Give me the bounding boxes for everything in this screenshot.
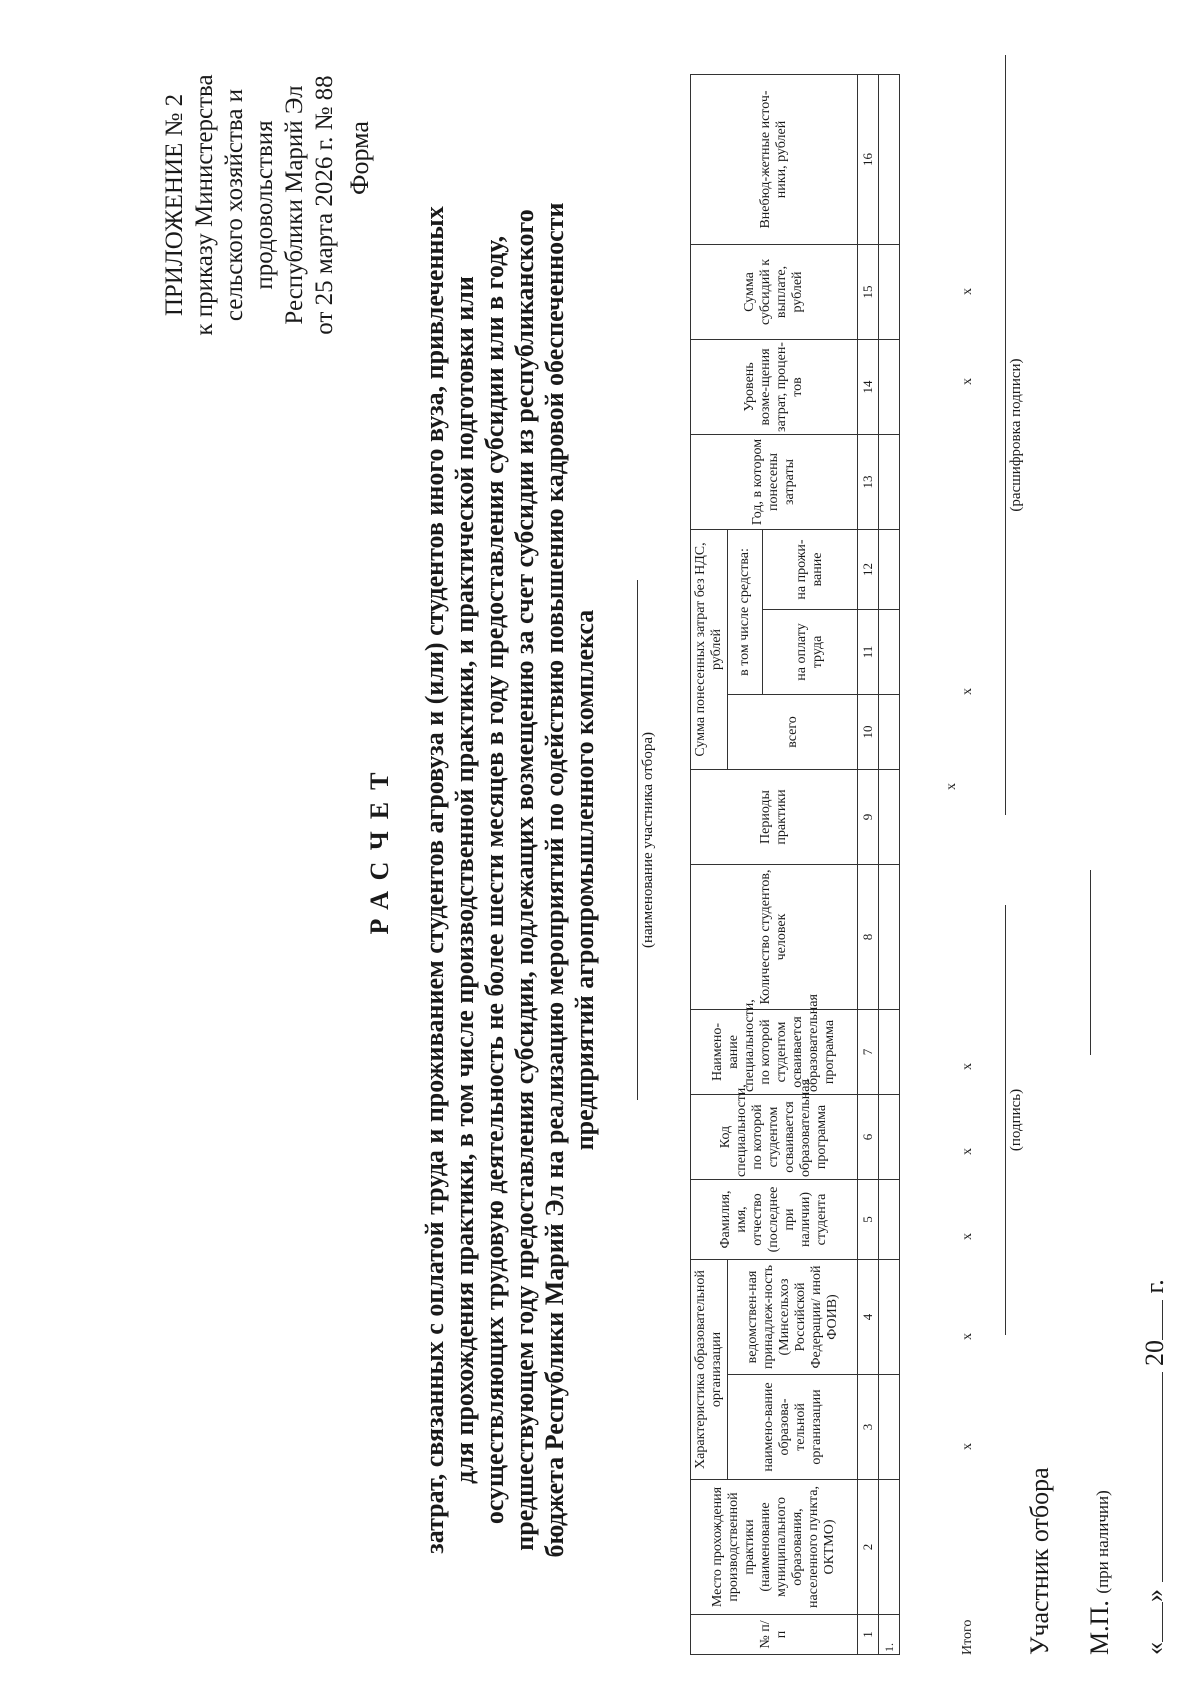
stamp-note: (при наличии) <box>1093 1490 1112 1594</box>
th-student-fio: Фамилия, имя, отчество (последнее при наличии) студента <box>691 1180 858 1260</box>
participant-label: Участник отбора <box>1025 1467 1054 1655</box>
total-x-col5: x <box>960 1233 975 1240</box>
col-number: 2 <box>858 1480 879 1615</box>
total-x-col4: x <box>960 1333 975 1340</box>
th-practice-periods: Периоды практики <box>691 770 858 865</box>
document-title: РАСЧЕТ <box>365 760 394 935</box>
row-number: 1. <box>879 1615 900 1655</box>
col-number: 12 <box>858 529 879 609</box>
date-day-field[interactable] <box>1140 1602 1163 1642</box>
total-x-col9: x <box>960 688 975 695</box>
th-costs-total: всего <box>728 695 858 770</box>
th-specialty-code: Код специальности, по которой студентом осваивается образовательная программа <box>691 1095 858 1180</box>
table-cell[interactable] <box>879 1010 900 1095</box>
total-x-col13: x <box>960 378 975 385</box>
th-cost-year: Год, в котором понесены затраты <box>691 434 858 529</box>
table-cell[interactable] <box>879 770 900 865</box>
table-cell[interactable] <box>879 339 900 434</box>
col-number: 16 <box>858 74 879 244</box>
th-practice-place: Место прохождения производственной практики (наименование муниципального образования, населенного пункта, ОКТМО) <box>691 1480 858 1615</box>
col-number: 8 <box>858 865 879 1010</box>
col-number: 1 <box>858 1615 879 1655</box>
th-costs-housing: на прожи-вание <box>763 529 858 609</box>
th-org-department: ведомствен-ная принадлеж-ность (Минсельхоз Российской Федерации/ иной ФОИВ) <box>728 1260 858 1375</box>
th-specialty-name: Наимено-вание специальности, по которой студентом осваивается образовательная программа <box>691 1010 858 1095</box>
table-cell[interactable] <box>879 1095 900 1180</box>
col-number: 10 <box>858 695 879 770</box>
participant-name-caption: (наименование участника отбора) <box>640 732 656 948</box>
table-cell[interactable] <box>879 244 900 339</box>
col-number: 5 <box>858 1180 879 1260</box>
table-row <box>879 74 900 1654</box>
date-year-prefix: 20 <box>1140 1340 1169 1366</box>
table-cell[interactable] <box>879 74 900 244</box>
col-number: 4 <box>858 1260 879 1375</box>
short-signature-line[interactable] <box>1090 870 1091 1055</box>
th-reimbursement-level: Уровень возме-щения затрат, процен-тов <box>691 339 858 434</box>
col-number: 14 <box>858 339 879 434</box>
appendix-ministry: сельского хозяйства и продовольствия <box>221 88 278 322</box>
table-cell[interactable] <box>879 529 900 609</box>
total-x-col6: x <box>960 1148 975 1155</box>
total-x-col14: x <box>960 288 975 295</box>
col-number: 11 <box>858 610 879 695</box>
th-org-characteristics: Характеристика образовательной организации <box>691 1260 728 1480</box>
signature-caption: (подпись) <box>1008 1088 1024 1152</box>
table-cell[interactable] <box>879 865 900 1010</box>
date-year-suffix: г. <box>1140 1279 1169 1294</box>
table-cell[interactable] <box>879 1260 900 1375</box>
th-subsidy-sum: Сумма субсидий к выплате, рублей <box>691 244 858 339</box>
total-x-col3: x <box>960 1443 975 1450</box>
table-cell[interactable] <box>879 1480 900 1615</box>
th-costs-labor: на оплату труда <box>763 610 858 695</box>
date-line <box>1140 1279 1170 1655</box>
col-number: 13 <box>858 434 879 529</box>
col-number: 9 <box>858 770 879 865</box>
date-quote-open: « <box>1140 1642 1169 1655</box>
decoding-caption: (расшифровка подписи) <box>1008 358 1024 512</box>
appendix-order-ref: к приказу Министерства <box>191 74 218 336</box>
total-label: Итого <box>960 1619 975 1655</box>
th-costs-sum: Сумма понесенных затрат без НДС, рублей <box>691 529 728 769</box>
decoding-line[interactable] <box>1005 55 1006 815</box>
date-month-field[interactable] <box>1140 1373 1163 1583</box>
table-cell[interactable] <box>879 434 900 529</box>
col-number: 7 <box>858 1010 879 1095</box>
total-x-col7: x <box>960 1063 975 1070</box>
appendix-header <box>160 45 340 365</box>
stamp-place <box>1085 1490 1115 1655</box>
participant-name-line[interactable] <box>637 580 638 1100</box>
th-student-count: Количество студентов, человек <box>691 865 858 1010</box>
table-cell[interactable] <box>879 1180 900 1260</box>
date-quote-close: » <box>1140 1589 1169 1602</box>
form-label: Форма <box>345 121 374 195</box>
table-cell[interactable] <box>879 610 900 695</box>
th-extrabudgetary: Внебюд-жетные источ-ники, рублей <box>691 74 858 244</box>
col-number: 15 <box>858 244 879 339</box>
th-number: № п/п <box>691 1615 858 1655</box>
column-numbers-row <box>858 74 879 1654</box>
th-costs-including: в том числе средства: <box>728 529 763 694</box>
appendix-republic: Республики Марий Эл <box>281 85 308 325</box>
calculation-table <box>690 74 900 1655</box>
stamp-label: М.П. <box>1085 1600 1114 1655</box>
date-year-field[interactable] <box>1140 1300 1163 1340</box>
table-cell[interactable] <box>879 695 900 770</box>
appendix-number: ПРИЛОЖЕНИЕ № 2 <box>161 93 188 317</box>
table-cell[interactable] <box>879 1375 900 1480</box>
col-number: 6 <box>858 1095 879 1180</box>
appendix-date: от 25 марта 2026 г. № 88 <box>311 75 338 335</box>
signature-line[interactable] <box>1005 905 1006 1335</box>
col-number: 3 <box>858 1375 879 1480</box>
th-org-name: наимено-вание образова-тельной организации <box>728 1375 858 1480</box>
document-subtitle: затрат, связанных с оплатой труда и проживанием студентов агровуза и (или) студентов иного вуза, привлеченных для прохождения практики, в том числе производственной практики, и практической подготовки или осуществляющих трудовую деятельность не более шести месяцев в году предоставления субсидии или в году, предшествующем году предоставления субсидии, подлежащих возмещению за счет субсидии из республиканского бюджета Республики Марий Эл на реализацию мероприятий по содействию повышению кадровой обеспеченности предприятий агропромышленного комплекса <box>420 202 599 1558</box>
total-x-col8: x <box>944 783 959 790</box>
